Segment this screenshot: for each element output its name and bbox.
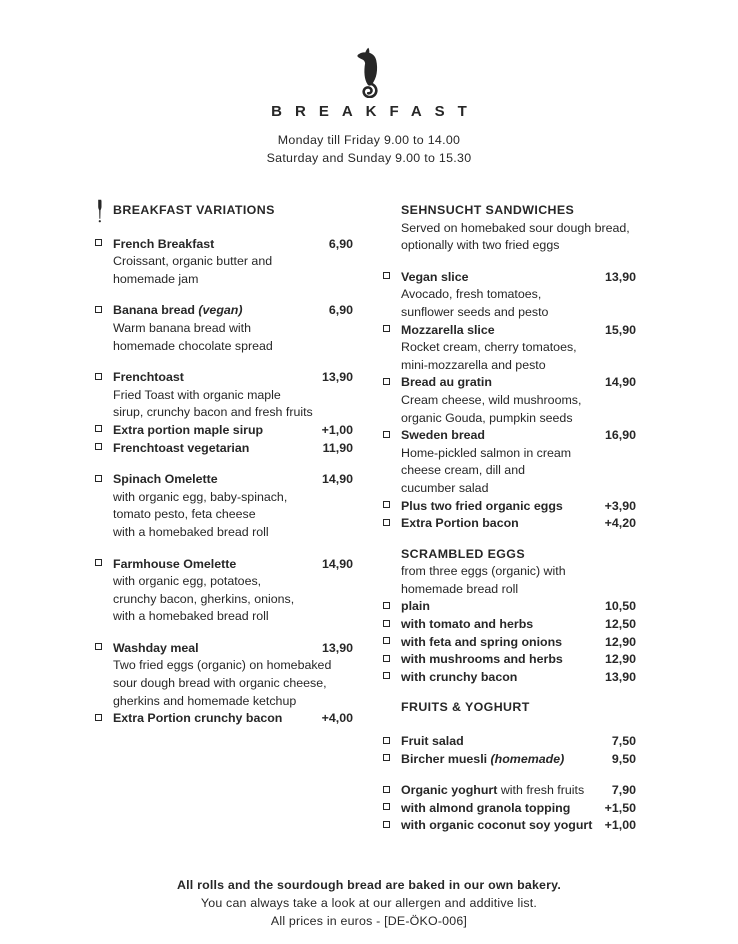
checkbox-cell (95, 556, 113, 567)
item-price: 9,50 (611, 751, 636, 766)
item-price: +1,00 (321, 422, 353, 437)
checkbox-icon[interactable] (383, 519, 390, 526)
checkbox-icon[interactable] (383, 431, 390, 438)
menu-item (95, 236, 353, 254)
checkbox-icon[interactable] (383, 637, 390, 644)
item-price: 14,90 (321, 556, 353, 571)
item-description-line: homemade jam (113, 271, 199, 286)
footer-bakery-note: All rolls and the sourdough bread are baked in our own bakery. (177, 878, 561, 892)
checkbox-icon[interactable] (383, 325, 390, 332)
item-price: 12,90 (604, 634, 636, 649)
item-price: 12,90 (604, 652, 636, 667)
item-description-line: sirup, crunchy bacon and fresh fruits (113, 405, 313, 420)
checkbox-icon[interactable] (383, 378, 390, 385)
menu-item (383, 322, 636, 340)
item-name: Fruit salad (401, 734, 464, 749)
item-name-italic: (vegan) (198, 303, 243, 318)
checkbox-icon[interactable] (383, 602, 390, 609)
menu-item (95, 710, 353, 728)
menu-item (95, 640, 353, 658)
item-price: 15,90 (604, 322, 636, 337)
menu-item (95, 471, 353, 489)
menu-item (383, 800, 636, 818)
item-name: Plus two fried organic eggs (401, 498, 563, 513)
item-name: Frenchtoast vegetarian (113, 440, 250, 455)
checkbox-icon[interactable] (383, 754, 390, 761)
item-description-line: sour dough bread with organic cheese, (113, 676, 327, 691)
menu-item (95, 440, 353, 458)
item-description-line: Avocado, fresh tomatoes, (401, 287, 542, 302)
checkbox-icon[interactable] (95, 559, 102, 566)
item-description-line: crunchy bacon, gherkins, onions, (113, 591, 295, 606)
item-description-line: Croissant, organic butter and (113, 254, 273, 269)
menu-item (95, 302, 353, 320)
menu-item (383, 817, 636, 835)
checkbox-cell (95, 422, 113, 433)
item-description-line: with a homebaked bread roll (113, 524, 269, 539)
item-name (113, 302, 329, 320)
item-description-line: Fried Toast with organic maple (113, 387, 281, 402)
item-name: Spinach Omelette (113, 472, 218, 487)
footer-allergen-note: You can always take a look at our allergen and additive list. (200, 895, 538, 910)
section-heading-breakfast-variations (95, 202, 353, 220)
item-name-regular: with fresh fruits (500, 783, 585, 798)
footer (0, 877, 738, 930)
item-description-line: Two fried eggs (organic) on homebaked (113, 658, 332, 673)
opening-hours-weekdays: Monday till Friday 9.00 to 14.00 (277, 133, 461, 147)
item-price: 7,90 (611, 783, 636, 798)
item-price: 6,90 (328, 236, 353, 251)
item-price: 13,90 (604, 669, 636, 684)
menu-item (95, 556, 353, 574)
checkbox-cell (383, 374, 401, 385)
item-name: with feta and spring onions (401, 634, 563, 649)
item-price: +1,50 (604, 800, 636, 815)
checkbox-cell (383, 782, 401, 793)
section-heading-fruits-yoghurt: FRUITS & YOGHURT (401, 700, 530, 715)
menu-item (95, 369, 353, 387)
item-description-line: gherkins and homemade ketchup (113, 693, 297, 708)
logo-wrap (0, 46, 738, 103)
item-price: +3,90 (604, 498, 636, 513)
checkbox-cell (95, 471, 113, 482)
item-price: 14,90 (604, 375, 636, 390)
item-name (401, 751, 612, 769)
section-intro-line: from three eggs (organic) with (401, 564, 566, 579)
item-price: 13,90 (321, 370, 353, 385)
checkbox-icon[interactable] (95, 239, 102, 246)
checkbox-cell (95, 640, 113, 651)
item-description-line: mini-mozzarella and pesto (401, 357, 546, 372)
item-price: +4,00 (321, 711, 353, 726)
checkbox-cell (95, 710, 113, 721)
item-price: 16,90 (604, 428, 636, 443)
menu-item (383, 598, 636, 616)
menu-item (383, 669, 636, 687)
item-price: 13,90 (321, 640, 353, 655)
section-intro-line: Served on homebaked sour dough bread, (401, 220, 630, 235)
checkbox-icon[interactable] (383, 272, 390, 279)
menu-item (383, 733, 636, 751)
checkbox-cell (95, 440, 113, 451)
item-price: 6,90 (328, 303, 353, 318)
item-description-line: with organic egg, baby-spinach, (113, 489, 288, 504)
checkbox-icon[interactable] (383, 620, 390, 627)
opening-hours (0, 131, 738, 167)
seahorse-logo-icon (352, 46, 386, 98)
opening-hours-weekend: Saturday and Sunday 9.00 to 15.30 (266, 151, 472, 165)
column-left (95, 202, 353, 728)
checkbox-cell (383, 427, 401, 438)
section-heading-sehnsucht-sandwiches: SEHNSUCHT SANDWICHES (401, 203, 575, 217)
checkbox-cell (383, 616, 401, 627)
item-name: Farmhouse Omelette (113, 556, 237, 571)
checkbox-cell (383, 598, 401, 609)
section-intro-line: homemade bread roll (401, 581, 519, 596)
checkbox-icon[interactable] (95, 443, 102, 450)
item-name-text: Bircher muesli (401, 751, 488, 766)
item-name: Washday meal (113, 640, 199, 655)
item-name: Extra Portion crunchy bacon (113, 711, 283, 726)
item-description-line: with organic egg, potatoes, (113, 574, 262, 589)
checkbox-icon[interactable] (383, 803, 390, 810)
checkbox-icon[interactable] (95, 714, 102, 721)
item-price: 7,50 (611, 734, 636, 749)
page-title: BREAKFAST (271, 103, 480, 120)
checkbox-cell (383, 269, 401, 280)
item-name-text: Banana bread (113, 303, 195, 318)
menu-item (383, 515, 636, 533)
pen-icon (95, 202, 113, 219)
checkbox-icon[interactable] (383, 655, 390, 662)
menu-item (383, 374, 636, 392)
checkbox-cell (383, 669, 401, 680)
checkbox-icon[interactable] (95, 373, 102, 380)
item-name: with crunchy bacon (401, 669, 518, 684)
checkbox-icon[interactable] (95, 306, 102, 313)
item-price: +4,20 (604, 516, 636, 531)
item-description-line: cheese cream, dill and (401, 463, 525, 478)
menu-item (383, 651, 636, 669)
item-description-line: organic Gouda, pumpkin seeds (401, 410, 573, 425)
checkbox-cell (383, 498, 401, 509)
item-name: with tomato and herbs (401, 617, 534, 632)
item-description-line: Rocket cream, cherry tomatoes, (401, 340, 577, 355)
item-description-line: with a homebaked bread roll (113, 609, 269, 624)
item-name-text: Organic yoghurt (401, 783, 498, 798)
column-right (383, 202, 636, 835)
item-name: Extra portion maple sirup (113, 422, 264, 437)
menu-item (383, 751, 636, 769)
checkbox-cell (383, 733, 401, 744)
checkbox-icon[interactable] (383, 737, 390, 744)
item-name: French Breakfast (113, 236, 215, 251)
section-intro-line: optionally with two fried eggs (401, 238, 560, 253)
item-price: 13,90 (604, 269, 636, 284)
checkbox-cell (95, 369, 113, 380)
checkbox-cell (95, 302, 113, 313)
menu-item (383, 782, 636, 800)
checkbox-icon[interactable] (95, 643, 102, 650)
checkbox-cell (383, 322, 401, 333)
item-name: Sweden bread (401, 428, 486, 443)
checkbox-icon[interactable] (383, 672, 390, 679)
section-heading-scrambled-eggs: SCRAMBLED EGGS (401, 546, 526, 561)
menu-item (383, 616, 636, 634)
menu-item (383, 269, 636, 287)
checkbox-icon[interactable] (95, 475, 102, 482)
item-description-line: Cream cheese, wild mushrooms, (401, 392, 582, 407)
item-name: with mushrooms and herbs (401, 652, 563, 667)
item-description-line: Warm banana bread with (113, 320, 251, 335)
item-description-line: Home-pickled salmon in cream (401, 445, 572, 460)
item-name: plain (401, 599, 430, 614)
checkbox-cell (95, 236, 113, 247)
item-name-italic: (homemade) (490, 751, 565, 766)
checkbox-icon[interactable] (95, 425, 102, 432)
menu-item (383, 498, 636, 516)
checkbox-icon[interactable] (383, 786, 390, 793)
checkbox-icon[interactable] (383, 821, 390, 828)
item-name: Frenchtoast (113, 370, 184, 385)
menu-item (383, 634, 636, 652)
section-heading-label: BREAKFAST VARIATIONS (113, 203, 275, 217)
checkbox-cell (383, 515, 401, 526)
item-name: Bread au gratin (401, 375, 492, 390)
checkbox-cell (383, 751, 401, 762)
item-description-line: homemade chocolate spread (113, 338, 273, 353)
item-price: 10,50 (604, 599, 636, 614)
item-price: +1,00 (604, 818, 636, 833)
item-description-line: sunflower seeds and pesto (401, 304, 549, 319)
item-name (401, 782, 612, 800)
item-name: with almond granola topping (401, 800, 571, 815)
checkbox-cell (383, 634, 401, 645)
item-description-line: cucumber salad (401, 480, 489, 495)
menu-item (95, 422, 353, 440)
item-description-line: tomato pesto, feta cheese (113, 507, 256, 522)
item-name: Vegan slice (401, 269, 469, 284)
checkbox-cell (383, 817, 401, 828)
item-price: 11,90 (322, 440, 353, 455)
menu-item (383, 427, 636, 445)
item-name: Extra Portion bacon (401, 516, 519, 531)
checkbox-cell (383, 800, 401, 811)
checkbox-icon[interactable] (383, 501, 390, 508)
footer-prices-note: All prices in euros - [DE-ÖKO-006] (270, 913, 468, 928)
item-price: 14,90 (321, 472, 353, 487)
item-name: Mozzarella slice (401, 322, 495, 337)
checkbox-cell (383, 651, 401, 662)
item-name: with organic coconut soy yogurt (401, 818, 593, 833)
item-price: 12,50 (604, 617, 636, 632)
